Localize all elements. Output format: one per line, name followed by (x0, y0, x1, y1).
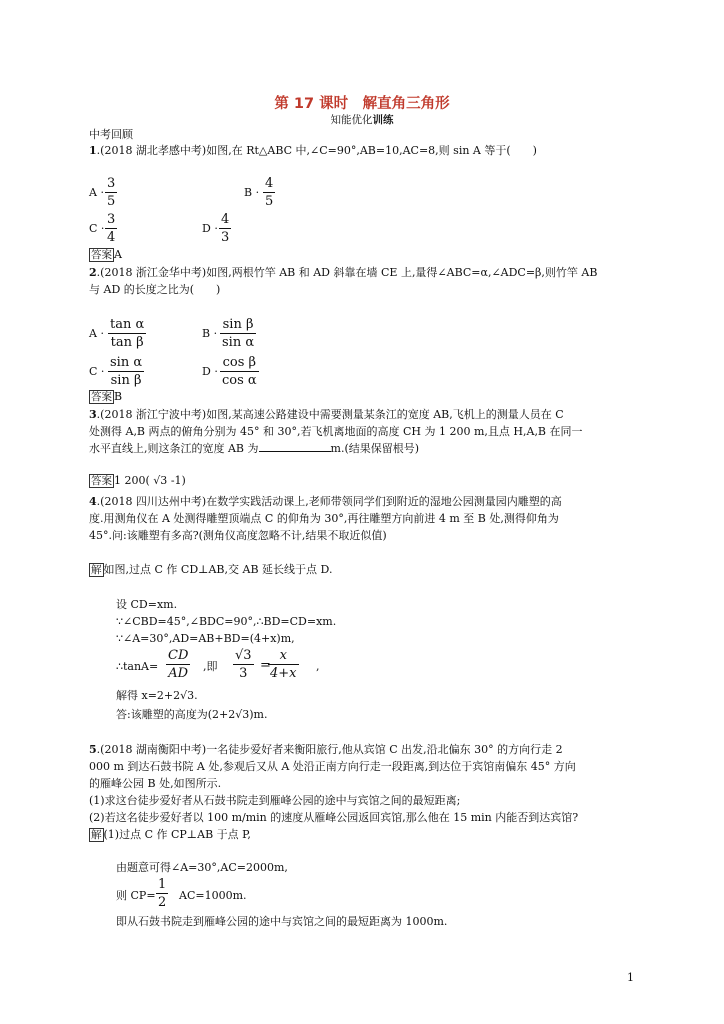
q5-cp-prefix: 则 CP= (116, 889, 156, 902)
q4-solution-line7: 答:该雕塑的高度为(2+2√3)m. (116, 708, 268, 721)
q3-line3b: m.(结果保留根号) (330, 442, 420, 455)
page-title: 第 17 课时 解直角三角形 (274, 96, 450, 112)
q2-option-b-letter: B · (202, 327, 218, 340)
q1-option-b-fraction (263, 176, 275, 209)
page-number: 1 (627, 971, 634, 984)
q1-text: .(2018 湖北孝感中考)如图,在 Rt△ABC 中,∠C=90°,AB=10,AC=8,则 sin A 等于( ) (96, 144, 537, 157)
q2-option-d-letter: D · (202, 365, 218, 378)
q4-tan-end: , (316, 660, 320, 673)
q1-option-d-letter: D · (202, 222, 218, 235)
q4-fraction-cd-ad (166, 648, 190, 681)
q4-solution-line3: ∵∠CBD=45°,∠BDC=90°,∴BD=CD=xm. (116, 615, 337, 628)
q3-stem-line2: 处测得 A,B 两点的俯角分别为 45° 和 30°,若飞机离地面的高度 CH 为 1 200 m,且点 H,A,B 在同一 (89, 425, 583, 438)
q4-tan-prefix: ∴tanA= (116, 660, 159, 673)
q5-frac-num: 1 (158, 877, 167, 892)
q4-solution-line6: 解得 x=2+2√3. (116, 689, 198, 702)
q2-option-c-den: sin β (110, 373, 142, 388)
q1-option-d-den: 3 (221, 230, 230, 245)
q4-fraction-x (268, 648, 299, 681)
q5-solution-line1 (89, 827, 251, 843)
q5-stem-line3: 的雁峰公园 B 处,如图所示. (89, 777, 222, 790)
q4-solution-line1 (89, 562, 332, 578)
q1-option-a-letter: A · (89, 186, 104, 199)
q4-frac3-den: 4+x (270, 666, 297, 681)
q3-answer (89, 473, 186, 489)
q4-solve-tag: 解 (91, 564, 102, 576)
q5-stem-line4: (1)求这台徒步爱好者从石鼓书院走到雁峰公园的途中与宾馆之间的最短距离; (89, 794, 461, 807)
q3-line3a: 水平直线上,则这条江的宽度 AB 为 (89, 442, 259, 455)
q1-answer (89, 247, 122, 263)
q5-solution-line4: 即从石鼓书院走到雁峰公园的途中与宾馆之间的最短距离为 1000m. (116, 915, 448, 928)
q2-answer-tag: 答案 (91, 391, 112, 403)
q1-option-d-fraction (219, 212, 231, 245)
q4-line1: .(2018 四川达州中考)在数学实践活动课上,老师带领同学们到附近的湿地公园测量园内雕塑的高 (96, 495, 562, 508)
q5-solution-line2: 由题意可得∠A=30°,AC=2000m, (116, 861, 288, 874)
q2-option-d-den: cos α (222, 373, 257, 388)
q3-number: 3 (89, 408, 97, 421)
q2-option-a-num: tan α (110, 317, 145, 332)
q4-tan-mid: ,即 (203, 660, 218, 673)
q4-frac2-den: 3 (239, 666, 248, 681)
section-label: 中考回顾 (89, 128, 133, 141)
q1-option-c-num: 3 (107, 212, 116, 227)
q1-stem (89, 143, 537, 159)
q3-line1: .(2018 浙江宁波中考)如图,某高速公路建设中需要测量某条江的宽度 AB,飞机上的测量人员在 C (96, 408, 564, 421)
q2-stem-line1 (89, 265, 597, 281)
q2-answer-value: B (114, 390, 123, 403)
q3-answer-tag: 答案 (91, 475, 112, 487)
q4-number: 4 (89, 495, 97, 508)
q4-solution-line4: ∵∠A=30°,AD=AB+BD=(4+x)m, (116, 632, 295, 645)
q4-frac1-den: AD (168, 666, 189, 681)
q3-answer-b: √3 (153, 474, 168, 487)
q1-option-c-letter: C · (89, 222, 105, 235)
q3-stem-line1 (89, 407, 564, 423)
q4-frac2-num: √3 (235, 648, 252, 663)
q2-option-d-num: cos β (222, 355, 257, 370)
q3-stem-line3 (89, 441, 419, 457)
q4-stem-line3: 45°.问:该雕塑有多高?(测角仪高度忽略不计,结果不取近似值) (89, 529, 387, 542)
q1-answer-value: A (114, 248, 122, 261)
q4-solution-line2: 设 CD=xm. (116, 598, 178, 611)
q1-option-c-fraction (105, 212, 117, 245)
q5-cp-suffix: AC=1000m. (179, 889, 247, 902)
q4-stem-line2: 度.用测角仪在 A 处测得雕塑顶端点 C 的仰角为 30°,再往雕塑方向前进 4 m 至 B 处,测得仰角为 (89, 512, 559, 525)
q5-fraction-half (156, 877, 168, 910)
q2-line1: .(2018 浙江金华中考)如图,两根竹竿 AB 和 AD 斜靠在墙 CE 上,量得∠ABC=α,∠ADC=β,则竹竿 AB (96, 266, 598, 279)
q5-s1: (1)过点 C 作 CP⊥AB 于点 P, (103, 828, 251, 841)
q2-option-c-letter: C · (89, 365, 105, 378)
q2-option-b-fraction (220, 317, 256, 350)
q2-option-c-fraction (108, 355, 144, 388)
q5-frac-den: 2 (158, 895, 167, 910)
q5-number: 5 (89, 743, 97, 756)
q2-number: 2 (89, 266, 97, 279)
q5-stem-line5: (2)若这名徒步爱好者以 100 m/min 的速度从雁峰公园返回宾馆,那么他在 15 min 内能否到达宾馆? (89, 811, 579, 824)
q1-option-a-fraction (105, 176, 117, 209)
q2-option-b-num: sin β (222, 317, 254, 332)
q2-option-a-den: tan β (110, 335, 144, 350)
subtitle-bold: 训练 (372, 114, 394, 126)
q5-stem-line2: 000 m 到达石鼓书院 A 处,参观后又从 A 处沿正南方向行走一段距离,到达位于宾馆南偏东 45° 方向 (89, 760, 576, 773)
q2-stem-line2: 与 AD 的长度之比为( ) (89, 283, 221, 296)
q4-fraction-root3-3 (233, 648, 254, 681)
q5-stem-line1 (89, 742, 563, 758)
q2-option-b-den: sin α (222, 335, 255, 350)
q2-answer (89, 389, 122, 405)
q1-option-b-num: 4 (265, 176, 274, 191)
q2-option-a-fraction (108, 317, 146, 350)
q3-answer-a: 1 200( (114, 474, 150, 487)
q4-frac3-num: x (279, 648, 287, 663)
q1-option-b-den: 5 (265, 194, 274, 209)
q4-stem-line1 (89, 494, 562, 510)
q4-s1: 如图,过点 C 作 CD⊥AB,交 AB 延长线于点 D. (103, 563, 333, 576)
q4-frac1-num: CD (168, 648, 189, 663)
q2-option-c-num: sin α (110, 355, 143, 370)
q2-option-d-fraction (220, 355, 259, 388)
q1-option-a-den: 5 (107, 194, 116, 209)
q5-line1: .(2018 湖南衡阳中考)一名徒步爱好者来衡阳旅行,他从宾馆 C 出发,沿北偏东 30° 的方向行走 2 (96, 743, 563, 756)
q5-solve-tag: 解 (91, 829, 102, 841)
q2-option-a-letter: A · (89, 327, 104, 340)
q1-option-c-den: 4 (107, 230, 116, 245)
q3-answer-c: -1) (170, 474, 186, 487)
q1-option-d-num: 4 (221, 212, 230, 227)
q4-equals: = (260, 658, 271, 673)
q1-answer-tag: 答案 (91, 249, 112, 261)
q1-number: 1 (89, 144, 97, 157)
subtitle-prefix: 知能优化 (330, 114, 373, 126)
q3-answer-blank (259, 451, 331, 452)
page-subtitle (0, 112, 724, 127)
q1-option-b-letter: B · (244, 186, 260, 199)
q1-option-a-num: 3 (107, 176, 116, 191)
